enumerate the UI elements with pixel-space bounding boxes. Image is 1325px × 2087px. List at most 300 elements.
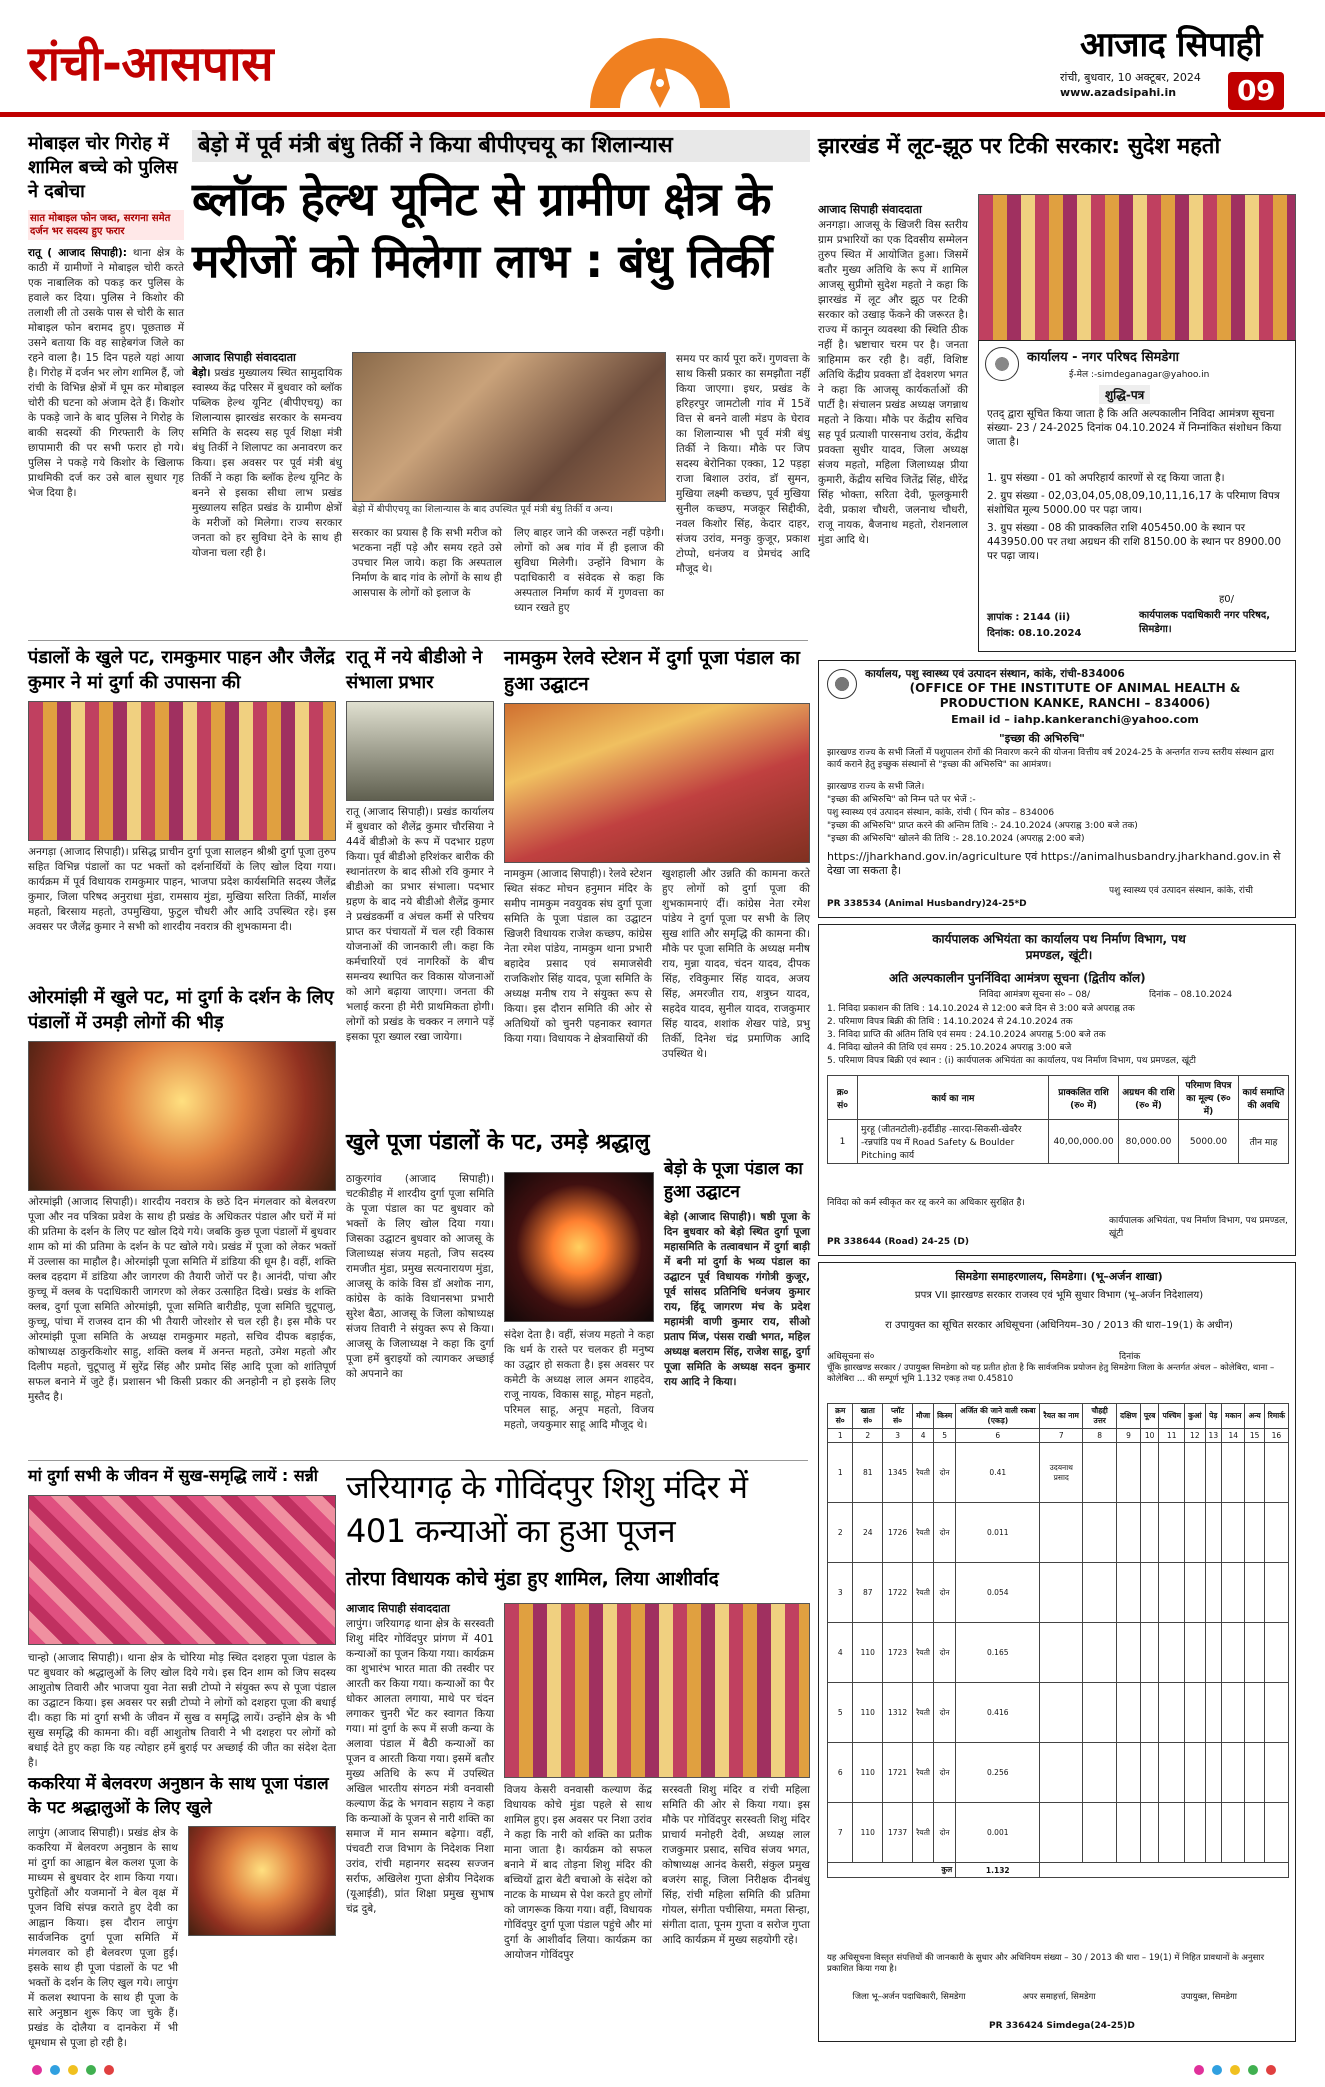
land-cell <box>1140 1803 1159 1863</box>
land-cell <box>1245 1683 1264 1743</box>
headline: मां दुर्गा सभी के जीवन में सुख-समृद्धि लायें : सन्नी <box>28 1466 318 1485</box>
sign-right: उपायुक्त, सिमडेगा <box>1181 1992 1237 2002</box>
land-th: मौजा <box>913 1404 934 1429</box>
headline: झारखंड में लूट-झूठ पर टिकी सरकार: सुदेश महतो <box>818 134 1221 159</box>
rule <box>28 1460 808 1461</box>
land-cell: रैयती <box>913 1683 934 1743</box>
body: ओरमांझी (आजाद सिपाही)। शारदीय नवरात्र के छठे दिन मंगलवार को बेलवरण पूजा और नव पत्रिका प्रवेश के साथ ही प्रखंड के अधिकतर पंडाल और घरों में मां की प्रतिमा के दर्शन के लिए पट खोल दिये गये। जबकि कुछ पूजा पंडालों में बुधवार शाम को मां की प्रतिमा के दर्शन के पट खोले गये। प्रखंड में पूजा को लेकर भक्तों में उल्लास का माहौल है। ओरमांझी पूजा समिति में डांडिया की धूम है। वहीं, शक्ति क्लब दहदाग में डांडिया और जागरण की तैयारी जोरों पर है। आनंदी, पांचा और कुच्चू में क्लब के पदाधिकारी जागरण को लेकर उत्साहित दिखे। प्रखंड के शक्ति क्लब, दुर्गा पूजा समिति ओरमांझी, पूजा समिति बारीडीह, पूजा समिति चुटूपालु, कुच्चू, पांचा में राजस्व दान की भी तैयारी जोरशोर से चल रही है। इस मौके पर ओरमांझी पूजा समिति के अध्यक्ष रामकुमार महतो, सचिव दीपक बड़ाईक, कोषाध्यक्ष ठाकुरकिशोर साहु, शक्ति क्लब में अनन्त महतो, उमेश महतो और दिलीप महतो, चुटूपालु में सुरेंद्र सिंह और प्रमोद सिंह आदि पूजा को शांतिपूर्ण सफल बनाने में जुटे हैं। प्रशासन भी किसी प्रकार की अनहोनी न हो इसके लिए मुस्तैद है। <box>28 1196 336 1403</box>
photo-sudesh <box>978 194 1296 344</box>
photo-night <box>504 1172 654 1322</box>
body: अनगड़ा। आजसू के खिजरी विस स्तरीय ग्राम प्रभारियों का एक दिवसीय सम्मेलन तुरुप स्थित में आयोजित हुआ। जिसमें बतौर मुख्य अतिथि के रूप में शामिल आजसू सुप्रीमो सुदेश महतो ने कहा कि झारखंड में लूट और झूठ पर टिकी सरकार को उखाड़ फेंकने की जरूरत है। राज्य में कानून व्यवस्था की स्थिति ठीक नहीं है। भ्रष्टाचार चरम पर है। जनता त्राहिमाम कर रही है। वहीं, विशिष्ट अतिथि केंद्रीय प्रवक्ता डॉ देवशरण भगत ने कहा कि आजसू कार्यकर्ताओं की पार्टी है। संचालन प्रखंड अध्यक्ष जगन्नाथ महतो ने किया। मौके पर केंद्रीय सचिव सह पूर्व प्रत्याशी पारसनाथ उरांव, केंद्रीय प्रवक्ता सुधीर यादव, जिला अध्यक्ष संजय महतो, महिला जिलाध्यक्ष प्रीया कुमारी, केंद्रीय सचिव जितेंद्र सिंह, धीरेंद्र सिंह भोक्ता, सरिता देवी, फूलकुमारी देवी, प्रकाश चौधरी, जलनाथ चौधरी, राजू नायक, बैजनाथ महतो, रोशनलाल मुंडा आदि थे। <box>818 219 968 546</box>
land-col-number: 14 <box>1222 1429 1245 1443</box>
subhead: तोरपा विधायक कोचे मुंडा हुए शामिल, लिया आशीर्वाद <box>346 1568 719 1590</box>
intro: एतद् द्वारा सूचित किया जाता है कि अति अल्पकालीन निविदा आमंत्रण सूचना संख्या- 23 / 24-2025 दिनांक 04.10.2024 में निम्नांकित संशोधन किया जाता है। <box>987 408 1282 448</box>
rows-intro <box>827 1003 1289 1068</box>
article-pandal-ramkumar <box>28 645 336 980</box>
land-col-number: 9 <box>1117 1429 1141 1443</box>
item-3: 3. ग्रुप संख्या - 08 की प्राक्कलित राशि 405450.00 के स्थान पर 443950.00 पर तथा अग्रधन की राशि 8150.00 के स्थान पर 8900.00 पर पढ़ा जाय। <box>987 522 1282 562</box>
item-2: 2. ग्रुप संख्या - 02,03,04,05,08,09,10,11,16,17 के परिमाण विपत्र संशोधित मूल्य 5000.00 पर पढ़ा जाय। <box>987 490 1280 516</box>
lines <box>827 781 1289 878</box>
land-col-number: 10 <box>1140 1429 1159 1443</box>
title: शुद्धि-पत्र <box>1099 385 1150 404</box>
land-th: कुआं <box>1185 1404 1205 1429</box>
office: कार्यपालक अभियंता का कार्यालय पथ निर्माण विभाग, पथ प्रमण्डल, खूंटी। <box>932 932 1186 962</box>
th-estimate: प्राक्कलित राशि (रु० में) <box>1049 1076 1119 1120</box>
land-cell: 5 <box>828 1683 853 1743</box>
land-cell <box>1117 1443 1141 1503</box>
land-cell <box>1159 1503 1185 1563</box>
photo <box>28 1041 336 1191</box>
rule <box>28 640 808 641</box>
land-cell: रैयती <box>913 1623 934 1683</box>
land-cell: 1726 <box>883 1503 913 1563</box>
land-cell <box>1159 1563 1185 1623</box>
land-cell: 4 <box>828 1623 853 1683</box>
land-cell: 110 <box>853 1803 883 1863</box>
land-cell: 0.41 <box>956 1443 1040 1503</box>
subhead: सात मोबाइल फोन जब्त, सरगना समेत दर्जन भर सदस्य हुए फरार <box>28 210 184 240</box>
land-col-number: 7 <box>1040 1429 1083 1443</box>
color-dot-icon <box>1230 2065 1240 2075</box>
land-cell <box>1245 1623 1264 1683</box>
land-cell <box>1264 1443 1288 1503</box>
signatory: पशु स्वास्थ्य एवं उत्पादन संस्थान, कांके, रांची <box>1109 886 1253 896</box>
table-row <box>828 1120 1289 1164</box>
land-cell: 6 <box>828 1743 853 1803</box>
land-cell: रैयती <box>913 1503 934 1563</box>
masthead <box>0 0 1325 128</box>
page-number: 09 <box>1228 72 1284 110</box>
color-dot-icon <box>1248 2065 1258 2075</box>
article-mobile-thief <box>28 132 184 632</box>
row-4: 4. निविदा खोलने की तिथि एवं समय : 25.10.2024 अपराह्न 3:00 बजे <box>827 1043 1072 1053</box>
color-dot-icon <box>68 2065 78 2075</box>
land-col-number: 1 <box>828 1429 853 1443</box>
land-cell <box>1117 1803 1141 1863</box>
land-cell <box>1222 1563 1245 1623</box>
land-cell <box>1245 1443 1264 1503</box>
ref: PR 336424 Simdega(24-25)D <box>989 2021 1135 2031</box>
land-cell <box>1205 1803 1222 1863</box>
land-cell <box>1264 1563 1288 1623</box>
email: ई-मेल :-simdeganagar@yahoo.in <box>1069 370 1210 380</box>
body-col2: खुशहाली और उन्नति की कामना करते हुए लोगों को दुर्गा पूजा की शुभकामनाएं दीं। कांग्रेस नेता रमेश पांडेय ने दुर्गा पूजा पर सभी के लिए सुख शांति और समृद्धि की कामना की। मौके पर पूजा समिति के अध्यक्ष मनीष राय, मुन्ना यादव, चंदन यादव, दीपक सिंह, रविकुमार सिंह यादव, अजय सिंह, अमरजीत राय, शत्रुघ्न यादव, सहदेव यादव, सुनील यादव, राजकुमार सिंह यादव, शशांक शेखर पांडे, प्रभु तिर्की, दिनेश चंद्र प्रमाणिक आदि उपस्थित थे। <box>662 868 810 1060</box>
item-1: 1. ग्रुप संख्या - 01 को अपरिहार्य कारणों से रद्द किया जाता है। <box>987 472 1225 484</box>
land-cell <box>1245 1563 1264 1623</box>
land-cell: रैयती <box>913 1443 934 1503</box>
office: कार्यालय - नगर परिषद सिमडेगा <box>1027 350 1180 365</box>
land-cell <box>1040 1563 1083 1623</box>
land-cell: 1723 <box>883 1623 913 1683</box>
land-cell <box>1159 1683 1185 1743</box>
photo-bhu <box>352 352 666 502</box>
office-en: (OFFICE OF THE INSTITUTE OF ANIMAL HEALTH & PRODUCTION KANKE, RANCHI – 834006) <box>909 681 1241 710</box>
table-row <box>828 1803 1289 1863</box>
color-dot-icon <box>32 2065 42 2075</box>
ref: PR 338644 (Road) 24-25 (D) <box>827 1237 969 1247</box>
headline: नामकुम रेलवे स्टेशन में दुर्गा पूजा पंडाल का हुआ उद्घाटन <box>504 647 800 695</box>
note: निविदा को कर्म स्वीकृत कर रद्द करने का अधिकार सुरक्षित है। <box>827 1198 1025 1208</box>
land-col-number: 12 <box>1185 1429 1205 1443</box>
color-dot-icon <box>1212 2065 1222 2075</box>
total-label: कुल <box>828 1863 956 1878</box>
body-col2: विजय केसरी वनवासी कल्याण केंद्र विधायक कोचे मुंडा पहले से साथ शामिल हुए। इस अवसर पर निशा उरांव ने कहा कि नारी को शक्ति का प्रतीक माना जाता है। कार्यक्रम को सफल बनाने में बाद तोड़ना शिशु मंदिर की बच्चियों द्वारा बेटी बचाओ के संदेश को नाटक के माध्यम से पेश करते हुए लोगों को जागरूक किया गया। वहीं, विधायक गोविंदपुर दुर्गा पूजा पंडाल पहुंचे और मां दुर्गा के आशीर्वाद लिया। कार्यक्रम का आयोजन गोविंदपुर <box>504 1784 652 1961</box>
byline: आजाद सिपाही संवाददाता <box>192 351 296 364</box>
land-number-row <box>828 1429 1289 1443</box>
body-col3: लिए बाहर जाने की जरूरत नहीं पड़ेगी। लोगों को अब गांव में ही इलाज की सुविधा मिलेगी। उन्होंने विभाग के पदाधिकारी व संवेदक से कहा कि अस्पताल निर्माण कार्य में गुणवत्ता का ध्यान रखते हुए <box>514 527 664 614</box>
land-cell <box>1117 1743 1141 1803</box>
land-cell <box>1083 1443 1117 1503</box>
land-th: क्रम सं० <box>828 1404 853 1429</box>
land-cell: 7 <box>828 1803 853 1863</box>
headline: जरियागढ़ के गोविंदपुर शिशु मंदिर में 401 कन्याओं का हुआ पूजन <box>346 1468 748 1550</box>
land-th: पूरब <box>1140 1404 1159 1429</box>
land-col-number: 11 <box>1159 1429 1185 1443</box>
land-col-number: 5 <box>934 1429 956 1443</box>
signatory: कार्यपालक अभियंता, पथ निर्माण विभाग, पथ प्रमण्डल, खूंटी <box>1109 1216 1288 1239</box>
land-total-row <box>828 1863 1289 1878</box>
land-cell: दोन <box>934 1743 956 1803</box>
sign-left: जिला भू–अर्जन पदाधिकारी, सिमडेगा <box>852 1992 966 2002</box>
body-col4: समय पर कार्य पूरा करें। गुणवत्ता के साथ किसी प्रकार का समझौता नहीं किया जाएगा। इधर, प्रखंड के हरिहरपुर जामटोली गांव में 15वें वित्त से बनने वाली मंडप के घेराव का शिलान्यास भी पूर्व मंत्री बंधु तिर्की ने किया। मौके पर जिप सदस्य बेरोनिका एक्का, 12 पड़हा राजा बिशाल उरांव, डॉ सुमन, मुखिया लक्ष्मी कच्छप, पूर्व मुखिया सुनील कच्छप, मजकूर सिद्दीकी, नवल किशोर सिंह, केदार दाहर, संजय उरांव, मनकु कुजूर, प्रकाश टोप्पो, धनंजय व प्रेमचंद आदि मौजूद थे। <box>676 353 810 575</box>
office: सिमडेगा समाहरणालय, सिमडेगा। (भू–अर्जन शाखा) <box>955 1270 1163 1283</box>
body-col1: प्रखंड मुख्यालय स्थित सामुदायिक स्वास्थ्य केंद्र परिसर में बुधवार को ब्लॉक पब्लिक हेल्थ यूनिट (बीपीएचयू) का शिलान्यास झारखंड सरकार के समन्वय समिति के सदस्य सह पूर्व शिक्षा मंत्री बंधु तिर्की ने शिलापट का अनावरण कर किया। इस अवसर पर पूर्व मंत्री बंधु तिर्की ने कहा कि ब्लॉक हेल्थ यूनिट के बनने से इसका सीधा लाभ प्रखंड मुख्यालय सहित प्रखंड के ग्रामीण क्षेत्रों के मरीजों को मिलेगा। राज्य सरकार जनता को हर सुविधा देने के साथ ही योजना चला रही है। <box>192 367 343 559</box>
body: चान्हो (आजाद सिपाही)। थाना क्षेत्र के चोरिया मोड़ स्थित दशहरा पूजा पंडाल के पट बुधवार को श्रद्धालुओं के लिए खोल दिये गये। इस दिन शाम को जिप सदस्य आशुतोष तिवारी और भाजपा युवा नेता सन्नी टोप्पो ने संयुक्त रूप से पूजा पंडाल का उद्घाटन किया। इस अवसर पर सन्नी टोप्पो ने लोगों को दशहरा पूजा की बधाई दी। कहा कि मां दुर्गा सभी के जीवन में सुख व समृद्धि लायें। उन्होंने क्षेत्र के भी सुख समृद्धि की कामना की। वहीं आशुतोष तिवारी ने भी दशहरा पर लोगों को बधाई देते हुए कहा कि यह त्योहार हमें बुराई पर अच्छाई की जीत का संदेश देता है। <box>28 1652 336 1769</box>
table-row <box>828 1683 1289 1743</box>
land-cell: दोन <box>934 1503 956 1563</box>
th-deposit: अग्रधन की राशि (रु० में) <box>1119 1076 1179 1120</box>
website: www.azadsipahi.in <box>1060 86 1177 99</box>
land-cell <box>1117 1503 1141 1563</box>
land-cell: 110 <box>853 1743 883 1803</box>
article-khule-pandal <box>346 1128 654 1458</box>
land-cell <box>1205 1743 1222 1803</box>
dateline: बेड़ो। <box>192 367 211 379</box>
body: थाना क्षेत्र के काठी में ग्रामीणों ने मोबाइल चोरी करते एक नाबालिक को पकड़ कर पुलिस के हवाले कर दिया। पुलिस ने किशोर की तलाशी ली तो उसके पास से चोरी के सात मोबाइल फोन बरामद हुए। पूछताछ में उसने बताया कि वह साहेबगंज जिले का रहने वाला है। 15 दिन पहले यहां आया है। गिरोह में दर्जन भर लोग शामिल हैं, जो रांची के विभिन्न क्षेत्रों में घूम कर मोबाइल चोरी की घटना को अंजाम देते हैं। किशोर के पकड़े जाने के बाद पुलिस ने गिरोह के बाकी सदस्यों की गिरफ्तारी के लिए छापामारी की पर सभी फरार हो गये। पुलिस ने पकड़े गये किशोर के खिलाफ प्राथमिकी दर्ज कर उसे बाल सुधार गृह भेज दिया है। <box>28 247 185 499</box>
body: बेड़ो (आजाद सिपाही)। षष्ठी पूजा के दिन बुधवार को बेड़ो स्थित दुर्गा पूजा महासमिति के तत्वावधान में दुर्गा बाड़ी में बनी मां दुर्गा के भव्य पंडाल का उद्घाटन पूर्व विधायक गंगोत्री कुजूर, पूर्व सांसद प्रतिनिधि धनंजय कुमार राय, हिंदू जागरण मंच के प्रदेश महामंत्री वाणी कुमार राय, सीओ प्रताप मिंज, पंसस राखी भगत, महिल अध्यक्ष बलराम सिंह, राजेश साहू, दुर्गा पूजा समिति के अध्यक्ष सदन कुमार राय आदि ने किया। <box>664 1211 810 1388</box>
body-col1: ठाकुरगांव (आजाद सिपाही)। चटकीडीह में शारदीय दुर्गा पूजा समिति के पूजा पंडाल का पट बुधवार को भक्तों के लिए खोल दिया गया। जिसका उद्घाटन बुधवार को आजसू के जिलाध्यक्ष संजय महतो, जिप सदस्य रामजीत मुंडा, प्रमुख सत्यनारायण मुंडा, आजसू के कांके विस डॉ अशोक नाग, कांग्रेस के कांके विधानसभा प्रभारी सुरेश बैठा, आजसू के जिला कोषाध्यक्ष संजय तिवारी ने संयुक्त रूप से किया। आजसू के जिलाध्यक्ष ने कहा कि दुर्गा पूजा हमें बुराइयों को त्यागकर अच्छाई को अपनाने का <box>346 1173 494 1380</box>
land-col-number: 3 <box>883 1429 913 1443</box>
land-col-number: 13 <box>1205 1429 1222 1443</box>
land-th: रिमार्क <box>1264 1404 1288 1429</box>
land-col-number: 4 <box>913 1429 934 1443</box>
headline: पंडालों के खुले पट, रामकुमार पाहन और जैलेंद्र कुमार ने मां दुर्गा की उपासना की <box>28 647 335 693</box>
land-cell: 81 <box>853 1443 883 1503</box>
dateline: रातू ( आजाद सिपाही): <box>28 247 127 259</box>
land-cell <box>1222 1503 1245 1563</box>
land-cell <box>1040 1803 1083 1863</box>
photo <box>28 701 336 841</box>
land-cell <box>1040 1623 1083 1683</box>
table-row <box>828 1443 1289 1503</box>
photo <box>504 703 810 863</box>
photo <box>28 1495 336 1645</box>
line-2: "इच्छा की अभिरुचि" को निम्न पते पर भेजें :- <box>827 795 976 805</box>
land-cell <box>1117 1623 1141 1683</box>
color-dot-icon <box>104 2065 114 2075</box>
land-cell <box>1159 1443 1185 1503</box>
paper-name: आजाद सिपाही <box>1080 25 1262 65</box>
land-cell <box>1140 1443 1159 1503</box>
photo-caption: बेड़ो में बीपीएचयू का शिलान्यास के बाद उपस्थित पूर्व मंत्री बंधु तिर्की व अन्य। <box>352 504 613 515</box>
body-col2: संदेश देता है। वहीं, संजय महतो ने कहा कि धर्म के रास्ते पर चलकर ही मनुष्य का उद्धार हो सकता है। इस अवसर पर कमेटी के अध्यक्ष लाल अमन शाहदेव, राजू नायक, विकास साहू, मोहन महतो, परिमल साहू, अनूप महतो, विजय महतो, जयकुमार साहू आदि मौजूद थे। <box>504 1329 654 1431</box>
body-col1: नामकुम (आजाद सिपाही)। रेलवे स्टेशन स्थित संकट मोचन हनुमान मंदिर के समीप नामकुम नवयुवक संघ दुर्गा पूजा समिति के पूजा पंडाल का उद्घाटन खिजरी विधायक राजेश कच्छप, कांग्रेस नेता रमेश पांडेय, नामकुम थाना प्रभारी बहादेव प्रसाद एवं समाजसेवी राजकिशोर सिंह यादव, पूजा समिति के अध्यक्ष मनीष राय ने संयुक्त रूप से किया। इस दौरान समिति की ओर से अतिथियों को चुनरी पहनाकर स्वागत किया गया। विधायक ने क्षेत्रवासियों की <box>504 868 652 1045</box>
total-blank <box>1040 1863 1289 1878</box>
memo: ज्ञापांक : 2144 (ii) <box>987 612 1071 623</box>
land-th: दक्षिण <box>1117 1404 1141 1429</box>
line-1: झारखण्ड राज्य के सभी जिले। <box>827 782 925 792</box>
ad-nagar-parishad <box>978 340 1296 652</box>
notice-no: निविदा आमंत्रण सूचना सं० – 08/ <box>979 990 1091 1000</box>
footer-dots-right <box>1190 2060 1280 2079</box>
land-cell: 24 <box>853 1503 883 1563</box>
land-cell <box>1083 1683 1117 1743</box>
land-cell: 1737 <box>883 1803 913 1863</box>
th-sl: क्र० सं० <box>828 1076 858 1120</box>
dateline: रांची, बुधवार, 10 अक्टूबर, 2024 <box>1060 71 1201 84</box>
land-cell <box>1083 1743 1117 1803</box>
land-cell <box>1140 1563 1159 1623</box>
row-5: 5. परिमाण विपत्र बिक्री एवं स्थान : (i) कार्यपालक अभियंता का कार्यालय, पथ निर्माण विभाग, पथ प्रमण्डल, खूंटी <box>827 1056 1196 1066</box>
headline: ककरिया में बेलवरण अनुष्ठान के साथ पूजा पंडाल के पट श्रद्धालुओं के लिए खुले <box>28 1774 329 1818</box>
land-cell: दोन <box>934 1683 956 1743</box>
land-cell <box>1264 1803 1288 1863</box>
land-th: खाता सं० <box>853 1404 883 1429</box>
row-2: 2. परिमाण विपत्र बिक्री की तिथि : 14.10.2024 से 24.10.2024 तक <box>827 1017 1073 1027</box>
masthead-rule <box>0 112 1325 117</box>
sign: ह0/ <box>1219 594 1235 605</box>
body: अनगड़ा (आजाद सिपाही)। प्रसिद्ध प्राचीन दुर्गा पूजा सालहन श्रीश्री दुर्गा पूजा तुरुप सहित विभिन्न पंडालों का पट भक्तों को दर्शनार्थियों के लिए खोल दिया गया। कार्यक्रम में पूर्व विधायक रामकुमार पाहन, भाजपा प्रदेश कार्यसमिति सदस्य जैलेंद्र कुमार, जिला परिषद अनुराधा मुंडा, रामसाय मुंडा, मुखिया सरिता तिर्की, मार्शल महतो, बिरसाय महतो, उपमुखिया, फुटुल चौधरी और आदि उपस्थित रहे। इस अवसर पर जैलेंद्र कुमार ने सभी को शारदीय नवरात्र की शुभकामना दी। <box>28 846 336 933</box>
color-dot-icon <box>1194 2065 1204 2075</box>
title: प्रपत्र VII झारखण्ड सरकार राजस्व एवं भूमि सुधार विभाग (भू–अर्जन निदेशालय) <box>914 1290 1204 1301</box>
land-cell <box>1205 1623 1222 1683</box>
land-cell <box>1222 1743 1245 1803</box>
article-bhu <box>192 130 810 635</box>
article-ratu-bdo <box>346 645 494 1120</box>
cell-deposit: 80,000.00 <box>1119 1120 1179 1164</box>
items <box>987 471 1287 563</box>
th-work: कार्य का नाम <box>858 1076 1049 1120</box>
land-table <box>827 1403 1289 1878</box>
land-th: अर्जित की जाने वाली रकबा (एकड़) <box>956 1404 1040 1429</box>
ref: PR 338534 (Animal Husbandry)24-25*D <box>827 899 1027 909</box>
th-period: कार्य समाप्ति की अवधि <box>1239 1076 1289 1120</box>
row-1: 1. निविदा प्रकाशन की तिथि : 14.10.2024 से 12:00 बजे दिन से 3:00 बजे अपराह्न तक <box>827 1004 1135 1014</box>
footer-dots-left <box>28 2060 118 2079</box>
land-cell <box>1040 1743 1083 1803</box>
land-cell: दोन <box>934 1563 956 1623</box>
cell-bill-cost: 5000.00 <box>1179 1120 1239 1164</box>
land-cell: 0.256 <box>956 1743 1040 1803</box>
land-cell <box>1159 1803 1185 1863</box>
land-cell <box>1140 1683 1159 1743</box>
land-cell: दोन <box>934 1623 956 1683</box>
land-cell <box>1083 1803 1117 1863</box>
land-cell: 0.416 <box>956 1683 1040 1743</box>
cell-period: तीन माह <box>1239 1120 1289 1164</box>
headline: बेड़ो के पूजा पंडाल का हुआ उद्घाटन <box>664 1159 803 1202</box>
email: Email id – iahp.kankeranchi@yahoo.com <box>951 713 1199 726</box>
land-cell <box>1185 1563 1205 1623</box>
land-th: चौहद्दी उत्तर <box>1083 1404 1117 1429</box>
article-shishu <box>346 1465 810 2042</box>
article-sukh <box>28 1465 336 1769</box>
land-cell <box>1264 1743 1288 1803</box>
article-bedo-pandal <box>664 1158 810 1458</box>
land-cell <box>1245 1503 1264 1563</box>
land-cell <box>1117 1683 1141 1743</box>
total-value: 1.132 <box>956 1863 1040 1878</box>
land-cell <box>1264 1683 1288 1743</box>
photo <box>346 701 494 801</box>
row-3: 3. निविदा प्राप्ति की अंतिम तिथि एवं समय : 24.10.2024 अपराह्न 5:00 बजे तक <box>827 1030 1106 1040</box>
land-cell: 2 <box>828 1503 853 1563</box>
land-cell: दोन <box>934 1443 956 1503</box>
land-cell <box>1040 1503 1083 1563</box>
land-cell <box>1185 1623 1205 1683</box>
body: रातू (आजाद सिपाही)। प्रखंड कार्यालय में बुधवार को शैलेंद्र कुमार चौरसिया ने 44वें बीडीओ के रूप में पदभार ग्रहण किया। पूर्व बीडीओ हरिशंकर बारीक की स्थानांतरण के बाद सीओ रवि कुमार ने बीडीओ का प्रभार संभाला। पदभार ग्रहण के बाद नये बीडीओ शैलेंद्र कुमार ने प्रखंडकर्मी व अंचल कर्मी से परिचय प्राप्त कर पंचायतों में चल रही विकास योजनाओं की जानकारी ली। कहा कि कर्मचारियों एवं नागरिकों के बीच समन्वय स्थापित कर विकास योजनाओं को आगे बढ़ाया जाएगा। जनता की भलाई करना ही मेरी प्राथमिकता होगी। लोगों को प्रखंड के चक्कर न लगाने पड़ें इसका पूरा ख्याल रखा जायेगा। <box>346 806 494 1043</box>
body: लापुंग (आजाद सिपाही)। प्रखंड क्षेत्र के ककरिया में बेलवरण अनुष्ठान के साथ मां दुर्गा का आह्वान बेल कलश पूजा के माध्यम से बुधवार देर शाम किया गया। पुरोहितों और यजमानों ने बेल वृक्ष में पूजन विधि संपन्न कराते हुए देवी का आह्वान किया। इस दौरान लापुंग सार्वजनिक दुर्गा पूजा समिति में मंगलवार को ही बेलवरण पूजा हुई। इसके साथ ही पूजा पंडालों के पट भी भक्तों के दर्शन के लिए खुल गये। लापुंग में कलश स्थापना के साथ ही पूजा के सारे अनुष्ठान शुरू किए जा चुके हैं। प्रखंड के दोलैया व दानकेरा में भी धूमधाम से पूजा हो रही है। <box>28 1827 178 2049</box>
line-3: पशु स्वास्थ्य एवं उत्पादन संस्थान, कांके, रांची ( पिन कोड – 834006 <box>827 808 1055 818</box>
land-col-number: 2 <box>853 1429 883 1443</box>
land-cell: 110 <box>853 1683 883 1743</box>
table-row <box>828 1743 1289 1803</box>
land-cell: 1312 <box>883 1683 913 1743</box>
emblem-icon <box>827 669 857 699</box>
headline: ओरमांझी में खुले पट, मां दुर्गा के दर्शन के लिए पंडालों में उमड़ी लोगों की भीड़ <box>28 987 334 1033</box>
body-col3: सरस्वती शिशु मंदिर व रांची महिला समिति की ओर से किया गया। इस मौके पर गोविंदपुर सरस्वती शिशु मंदिर प्राचार्य मनोहरी देवी, अध्यक्ष लाल राजकुमार प्रसाद, सचिव संजय भगत, कोषाध्यक्ष आनंद केसरी, संकुल प्रमुख बजरंग साहू, जिला निरीक्षक दीनबंधु सिंह, रांची महिला समिति की प्रतिमा गोयल, संगीता पचीसिया, ममता सिन्हा, संगीता दाता, पूनम गुप्ता व सरोज गुप्ता आदि कार्यक्रम में मुख्य सहयोगी रहे। <box>662 1784 810 1946</box>
land-cell <box>1185 1443 1205 1503</box>
land-cell: 1 <box>828 1443 853 1503</box>
date: दिनांक: 08.10.2024 <box>987 628 1082 639</box>
land-cell: 87 <box>853 1563 883 1623</box>
land-cell <box>1083 1563 1117 1623</box>
land-header-row <box>828 1404 1289 1429</box>
photo <box>504 1603 810 1778</box>
sign-mid: अपर समाहर्त्ता, सिमडेगा <box>1022 1992 1096 2002</box>
tender-table <box>827 1075 1289 1164</box>
line-4: "इच्छा की अभिरुचि" प्राप्त करने की अन्तिम तिथि :- 24.10.2024 (अपराह्न 3:00 बजे तक) <box>827 821 1138 831</box>
headline: मोबाइल चोर गिरोह में शामिल बच्चे को पुलिस ने दबोचा <box>28 133 178 202</box>
notice-date: दिनांक – 08.10.2024 <box>1149 990 1233 1000</box>
color-dot-icon <box>86 2065 96 2075</box>
land-cell <box>1140 1743 1159 1803</box>
land-cell <box>1222 1623 1245 1683</box>
land-cell: 0.001 <box>956 1803 1040 1863</box>
land-cell: 1345 <box>883 1443 913 1503</box>
land-th: किस्म <box>934 1404 956 1429</box>
land-cell: दोन <box>934 1803 956 1863</box>
land-cell: 1721 <box>883 1743 913 1803</box>
land-cell <box>1159 1743 1185 1803</box>
subtitle: रा उपायुक्त का सूचित सरकार अधिसूचना (अधिनियम–30 / 2013 की धारा–19(1) के अधीन) <box>885 1320 1233 1331</box>
land-th: रैयत का नाम <box>1040 1404 1083 1429</box>
land-cell <box>1245 1743 1264 1803</box>
land-cell: उदयनाथ प्रसाद <box>1040 1443 1083 1503</box>
land-cell <box>1185 1683 1205 1743</box>
color-dot-icon <box>1266 2065 1276 2075</box>
land-cell <box>1245 1803 1264 1863</box>
land-cell <box>1222 1803 1245 1863</box>
land-col-number: 15 <box>1245 1429 1264 1443</box>
land-th: प्लॉट सं० <box>883 1404 913 1429</box>
title: "इच्छा की अभिरुचि" <box>999 732 1085 745</box>
line-6: https://jharkhand.gov.in/agriculture एवं https://animalhusbandry.jharkhand.gov.in से देखा जा सकता है। <box>827 850 1281 877</box>
article-kakariya <box>28 1772 336 2049</box>
land-col-number: 8 <box>1083 1429 1117 1443</box>
land-cell <box>1083 1503 1117 1563</box>
ad-khunti <box>818 924 1296 1256</box>
photo <box>188 1826 336 1936</box>
headline: रातू में नये बीडीओ ने संभाला प्रभार <box>346 647 483 693</box>
footer: यह अधिसूचना विस्तृत संपत्तियों की जानकारी के सुधार और अधिनियम संख्या – 30 / 2013 की धारा – 19(1) में निहित प्रावधानों के अनुसार प्रकाशित किया गया है। <box>827 1953 1265 1974</box>
table-row <box>828 1563 1289 1623</box>
headline: ब्लॉक हेल्थ यूनिट से ग्रामीण क्षेत्र के मरीजों को मिलेगा लाभ : बंधु तिर्की <box>192 172 772 288</box>
land-cell <box>1185 1743 1205 1803</box>
body-col1: लापुंग। जरियागढ़ थाना क्षेत्र के सरस्वती शिशु मंदिर गोविंदपुर प्रांगण में 401 कन्याओं का पूजन किया गया। कार्यक्रम का शुभारंभ भारत माता की तस्वीर पर आरती कर किया गया। कन्याओं का पैर धोकर आलता लगाया, माथे पर चंदन लगाकर चुनरी भेंट कर स्वागत किया गया। मां दुर्गा के रूप में सजी कन्या के अलावा पंडाल में बैठी कन्याओं का पूजन व आरती किया गया। इसमें बतौर मुख्य अतिथि के रूप में उपस्थित अखिल भारतीय संगठन मंत्री वनवासी कल्याण केंद्र के भगवान सहाय ने कहा कि कन्याओं के पूजन से नारी शक्ति का समाज में मान सम्मान बढ़ेगा। वहीं, पंचवटी राज विभाग के निदेशक निशा उरांव, रांची महानगर सदस्य सज्जन सर्राफ, अखिलेश गुप्ता क्षेत्रीय निदेशक (यूआईडी), प्रांत शिक्षा प्रमुख सुभाष चंद्र दुबे, <box>346 1618 494 1915</box>
land-cell: 0.011 <box>956 1503 1040 1563</box>
land-cell <box>1222 1683 1245 1743</box>
th-bill-cost: परिमाण विपत्र का मूल्य (रु० में) <box>1179 1076 1239 1120</box>
cell-sl: 1 <box>828 1120 858 1164</box>
color-dot-icon <box>50 2065 60 2075</box>
land-cell <box>1185 1503 1205 1563</box>
land-cell <box>1159 1623 1185 1683</box>
cell-estimate: 40,00,000.00 <box>1049 1120 1119 1164</box>
land-cell: रैयती <box>913 1803 934 1863</box>
land-cell: 0.054 <box>956 1563 1040 1623</box>
land-th: मकान <box>1222 1404 1245 1429</box>
body-col2: सरकार का प्रयास है कि सभी मरीज को भटकना नहीं पड़े और समय रहते उसे उपचार मिल जाये। कहा कि अस्पताल निर्माण के बाद गांव के लोगों के साथ ही आसपास के लोगों को इलाज के <box>352 527 502 599</box>
byline: आजाद सिपाही संवाददाता <box>818 203 922 216</box>
cell-work: मुरहू (जीतनटोली)-हर्दीडीह -सारदा-सिकसी-खेवरैर -रन्नपांडि पथ में Road Safety & Boulder Pitching कार्य <box>858 1120 1049 1164</box>
land-cell <box>1140 1623 1159 1683</box>
kicker: बेड़ो में पूर्व मंत्री बंधु तिर्की ने किया बीपीएचयू का शिलान्यास <box>192 130 810 162</box>
table-row <box>828 1623 1289 1683</box>
land-cell <box>1205 1443 1222 1503</box>
article-namkum <box>504 645 810 1120</box>
land-cell <box>1040 1683 1083 1743</box>
ad-iah <box>818 660 1296 918</box>
land-cell: 0.165 <box>956 1623 1040 1683</box>
ad-land <box>818 1262 1296 2042</box>
line-5: "इच्छा की अभिरुचि" खोलने की तिथि :- 28.10.2024 (अपराह्न 2:00 बजे) <box>827 834 1085 844</box>
land-th: पश्चिम <box>1159 1404 1185 1429</box>
land-col-number: 6 <box>956 1429 1040 1443</box>
sun-logo-icon <box>570 8 750 118</box>
notice: अधिसूचना सं० <box>827 1352 875 1362</box>
land-cell <box>1083 1623 1117 1683</box>
article-ormanjhi <box>28 985 336 1455</box>
title: अति अल्पकालीन पुनर्निविदा आमंत्रण सूचना (द्वितीय कॉल) <box>889 971 1146 985</box>
land-cell <box>1222 1443 1245 1503</box>
land-cell <box>1140 1503 1159 1563</box>
byline: आजाद सिपाही संवाददाता <box>346 1602 450 1615</box>
intro: चूँकि झारखण्ड सरकार / उपायुक्त सिमडेगा को यह प्रतीत होता है कि सार्वजनिक प्रयोजन हेतु सिमडेगा जिला के अन्तर्गत अंचल – कोलेबिरा, थाना – कोलेबिरा ... की सम्पूर्ण भूमि 1.132 एकड़ तथा 0.45810 <box>827 1363 1275 1384</box>
land-cell: 110 <box>853 1623 883 1683</box>
land-cell <box>1205 1503 1222 1563</box>
emblem-icon <box>985 347 1019 381</box>
land-cell <box>1185 1803 1205 1863</box>
table-row <box>828 1503 1289 1563</box>
section-title: रांची-आसपास <box>28 36 274 92</box>
notice-date: दिनांक <box>1119 1352 1141 1362</box>
land-cell: रैयती <box>913 1563 934 1623</box>
land-th: अन्य <box>1245 1404 1264 1429</box>
land-th: पेड़ <box>1205 1404 1222 1429</box>
land-cell <box>1264 1623 1288 1683</box>
signatory: कार्यपालक पदाधिकारी नगर परिषद, सिमडेगा। <box>1139 610 1271 635</box>
